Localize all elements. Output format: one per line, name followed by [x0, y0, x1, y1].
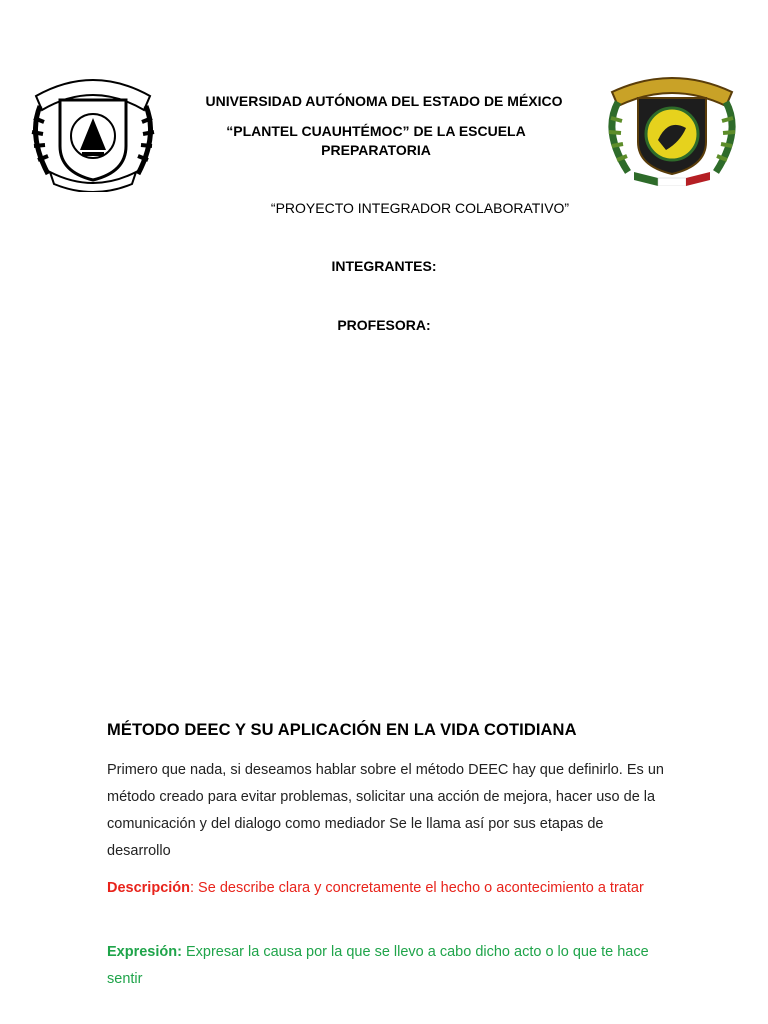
right-coat-of-arms-icon: [602, 68, 742, 186]
expresion-term: Expresión:: [107, 944, 182, 960]
project-title: “PROYECTO INTEGRADOR COLABORATIVO”: [270, 200, 570, 216]
descripcion-text: : Se describe clara y concretamente el hecho o acontecimiento a tratar: [190, 880, 644, 896]
integrantes-label: INTEGRANTES:: [331, 258, 437, 274]
left-coat-of-arms-icon: [26, 66, 160, 192]
descripcion-term: Descripción: [107, 880, 190, 896]
section-heading: MÉTODO DEEC Y SU APLICACIÓN EN LA VIDA COTIDIANA: [107, 721, 577, 739]
intro-paragraph: Primero que nada, si deseamos hablar sobre el método DEEC hay que definirlo. Es un método creado para evitar problemas, solicitar una acción de mejora, hacer uso de la comunicación y del dialogo como mediador Se le llama así por sus etapas de desarrollo: [107, 762, 664, 859]
descripcion-paragraph: [107, 875, 667, 902]
plantel-name: “PLANTEL CUAUHTÉMOC” DE LA ESCUELA PREPARATORIA: [226, 123, 526, 158]
profesora-label: PROFESORA:: [337, 317, 431, 333]
university-name: UNIVERSIDAD AUTÓNOMA DEL ESTADO DE MÉXICO: [205, 93, 563, 109]
expresion-text: Expresar la causa por la que se llevo a cabo dicho acto o lo que te hace sentir: [107, 944, 649, 987]
expresion-paragraph: [107, 939, 667, 993]
